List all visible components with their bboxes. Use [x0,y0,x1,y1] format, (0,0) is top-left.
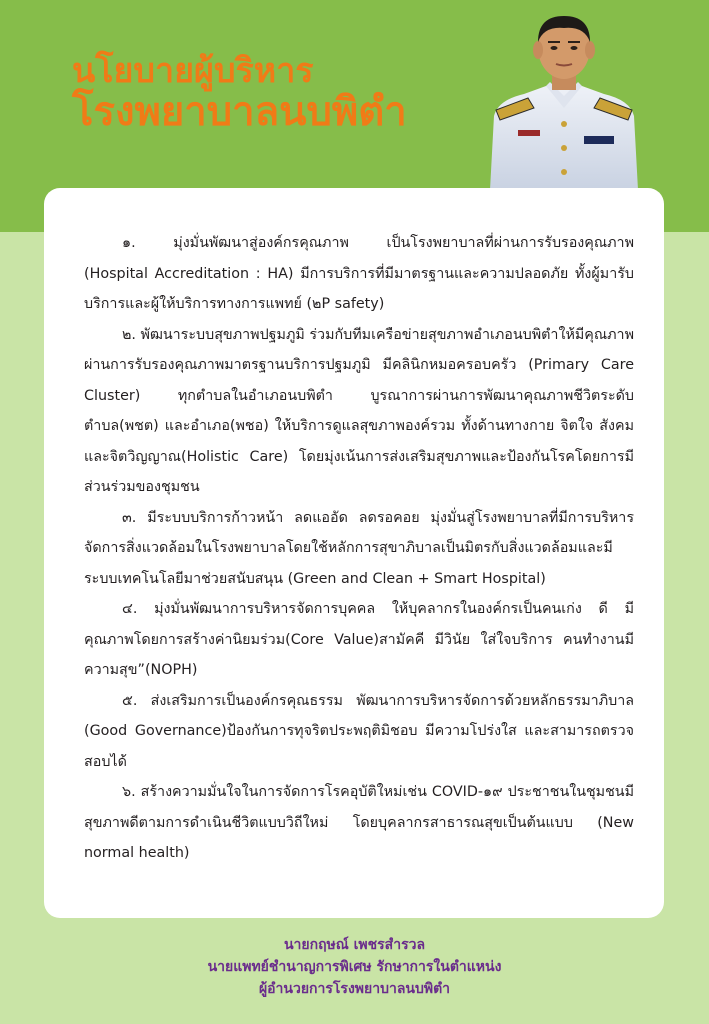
policy-item-4: ๔. มุ่งมั่นพัฒนาการบริหารจัดการบุคคล ให้บุคลากรในองค์กรเป็นคนเก่ง ดี มีคุณภาพโดยการสร้างค่านิยมร่วม(Core Value)สามัคคี มีวินัย ใส่ใจบริการ คนทำงานมีความสุข”(NOPH) [84,601,634,678]
policy-item-6: ๖. สร้างความมั่นใจในการจัดการโรคอุบัติใหม่เช่น COVID-๑๙ ประชาชนในชุมชนมีสุขภาพดีตามการดำเนินชีวิตแบบวิถีใหม่ โดยบุคลากรสาธารณสุขเป็นต้นแบบ (New normal health) [84,784,634,861]
title-line-2: โรงพยาบาลนบพิตำ [72,89,407,136]
policy-item-3: ๓. มีระบบบริการก้าวหน้า ลดแออัด ลดรอคอย มุ่งมั่นสู่โรงพยาบาลที่มีการบริหารจัดการสิ่งแวดล้อมในโรงพยาบาลโดยใช้หลักการสุขาภิบาลเป็นมิตรกับสิ่งแวดล้อมและมีระบบเทคโนโลยีมาช่วยสนับสนุน (Green and Clean + Smart Hospital) [84,509,634,587]
signature-position: นายแพทย์ชำนาญการพิเศษ รักษาการในตำแหน่ง [207,959,502,975]
page-title [72,52,407,135]
policy-card [44,188,664,918]
policy-item-2: ๒. พัฒนาระบบสุขภาพปฐมภูมิ ร่วมกับทีมเครือข่ายสุขภาพอำเภอนบพิตำให้มีคุณภาพผ่านการรับรองคุณภาพมาตรฐานบริการปฐมภูมิ มีคลินิกหมอครอบครัว (Primary Care Cluster) ทุกตำบลในอำเภอนบพิตำ บูรณาการผ่านการพัฒนาคุณภาพชีวิตระดับตำบล(พชต) และอำเภอ(พชอ) ให้บริการดูแลสุขภาพองค์รวม ทั้งด้านทางกาย จิตใจ สังคม และจิตวิญญาณ(Holistic Care) โดยมุ่งเน้นการส่งเสริมสุขภาพและป้องกันโรคโดยการมีส่วนร่วมของชุมชน [84,326,634,495]
signature-role: ผู้อำนวยการโรงพยาบาลนบพิตำ [258,981,451,997]
signature-name: นายกฤษณ์ เพชรสำรวล [283,937,426,953]
policy-item-1: ๑. มุ่งมั่นพัฒนาสู่องค์กรคุณภาพ เป็นโรงพยาบาลที่ผ่านการรับรองคุณภาพ (Hospital Accreditation : HA) มีการบริการที่มีมาตรฐานและความปลอดภัย ทั้งผู้มารับบริการและผู้ให้บริการทางการแพทย์ (๒P safety) [84,235,634,312]
director-portrait [484,12,644,190]
title-line-1: นโยบายผู้บริหาร [72,51,314,91]
signature-block [0,934,709,1000]
policy-item-5: ๕. ส่งเสริมการเป็นองค์กรคุณธรรม พัฒนาการบริหารจัดการด้วยหลักธรรมาภิบาล (Good Governance)ป้องกันการทุจริตประพฤติมิชอบ มีความโปร่งใส และสามารถตรวจสอบได้ [84,692,634,770]
portrait-illustration [484,12,644,190]
